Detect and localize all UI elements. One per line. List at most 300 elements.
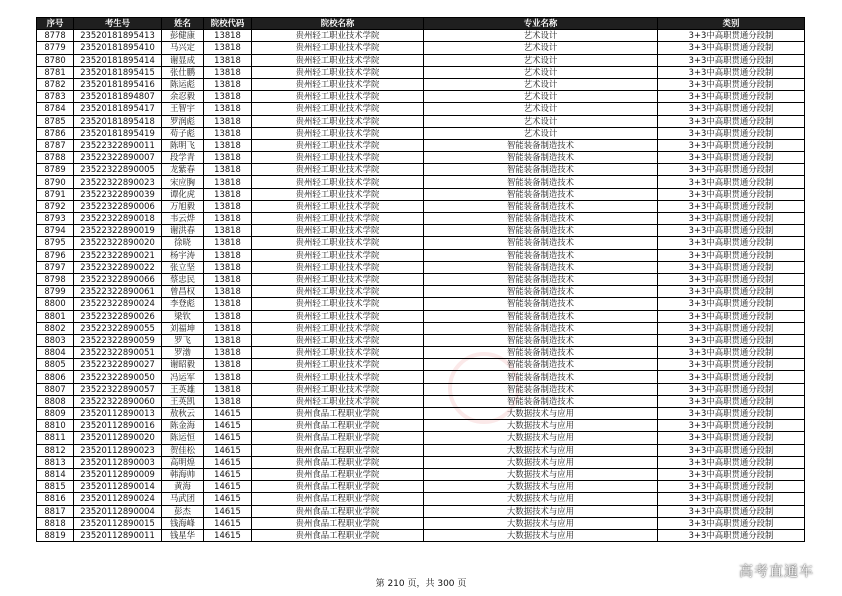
table-row	[37, 444, 805, 456]
cell-exam-id: 23520112890014	[74, 481, 162, 493]
table-row	[37, 322, 805, 334]
cell-category: 3+3中高职贯通分段制	[658, 42, 805, 54]
cell-school-name: 贵州轻工职业技术学院	[252, 188, 424, 200]
table-row	[37, 505, 805, 517]
cell-exam-id: 23520181895415	[74, 66, 162, 78]
cell-index: 8795	[37, 237, 74, 249]
cell-major: 智能装备制造技术	[424, 359, 658, 371]
cell-category: 3+3中高职贯通分段制	[658, 200, 805, 212]
admission-table	[36, 17, 805, 542]
cell-category: 3+3中高职贯通分段制	[658, 273, 805, 285]
cell-exam-id: 23522322890026	[74, 310, 162, 322]
cell-school-name: 贵州食品工程职业学院	[252, 444, 424, 456]
cell-school-name: 贵州轻工职业技术学院	[252, 322, 424, 334]
cell-school-name: 贵州轻工职业技术学院	[252, 127, 424, 139]
cell-major: 大数据技术与应用	[424, 456, 658, 468]
table-row	[37, 115, 805, 127]
cell-student-name: 段学青	[162, 152, 204, 164]
table-row	[37, 359, 805, 371]
col-header-index: 序号	[37, 18, 74, 30]
cell-school-name: 贵州轻工职业技术学院	[252, 298, 424, 310]
cell-exam-id: 23520112890024	[74, 493, 162, 505]
cell-category: 3+3中高职贯通分段制	[658, 493, 805, 505]
cell-index: 8784	[37, 103, 74, 115]
cell-category: 3+3中高职贯通分段制	[658, 78, 805, 90]
cell-category: 3+3中高职贯通分段制	[658, 152, 805, 164]
cell-school-code: 14615	[204, 456, 252, 468]
cell-school-code: 13818	[204, 213, 252, 225]
cell-major: 大数据技术与应用	[424, 481, 658, 493]
table-body	[37, 30, 805, 542]
cell-exam-id: 23520112890004	[74, 505, 162, 517]
cell-school-name: 贵州轻工职业技术学院	[252, 310, 424, 322]
cell-student-name: 韦云烨	[162, 213, 204, 225]
cell-student-name: 曾昌权	[162, 286, 204, 298]
cell-student-name: 韩海帅	[162, 468, 204, 480]
table-row	[37, 468, 805, 480]
cell-exam-id: 23522322890039	[74, 188, 162, 200]
cell-index: 8798	[37, 273, 74, 285]
cell-exam-id: 23522322890027	[74, 359, 162, 371]
table-row	[37, 334, 805, 346]
cell-index: 8805	[37, 359, 74, 371]
cell-school-code: 14615	[204, 481, 252, 493]
cell-student-name: 宋应胸	[162, 176, 204, 188]
cell-index: 8818	[37, 517, 74, 529]
cell-school-code: 13818	[204, 371, 252, 383]
cell-student-name: 余忍毅	[162, 91, 204, 103]
cell-exam-id: 23520112890020	[74, 432, 162, 444]
cell-school-code: 13818	[204, 66, 252, 78]
cell-major: 智能装备制造技术	[424, 176, 658, 188]
table-row	[37, 286, 805, 298]
cell-school-code: 13818	[204, 78, 252, 90]
cell-category: 3+3中高职贯通分段制	[658, 505, 805, 517]
cell-major: 艺术设计	[424, 30, 658, 42]
cell-exam-id: 23522322890066	[74, 273, 162, 285]
table-row	[37, 273, 805, 285]
cell-school-name: 贵州食品工程职业学院	[252, 420, 424, 432]
cell-school-name: 贵州轻工职业技术学院	[252, 103, 424, 115]
cell-major: 智能装备制造技术	[424, 334, 658, 346]
cell-index: 8792	[37, 200, 74, 212]
cell-exam-id: 23522322890021	[74, 249, 162, 261]
cell-major: 智能装备制造技术	[424, 225, 658, 237]
cell-major: 智能装备制造技术	[424, 383, 658, 395]
cell-major: 智能装备制造技术	[424, 164, 658, 176]
cell-exam-id: 23520112890009	[74, 468, 162, 480]
cell-school-name: 贵州轻工职业技术学院	[252, 30, 424, 42]
cell-student-name: 黄海	[162, 481, 204, 493]
cell-school-name: 贵州轻工职业技术学院	[252, 334, 424, 346]
cell-index: 8787	[37, 139, 74, 151]
cell-major: 智能装备制造技术	[424, 310, 658, 322]
cell-exam-id: 23522322890011	[74, 139, 162, 151]
cell-school-name: 贵州轻工职业技术学院	[252, 66, 424, 78]
table-row	[37, 103, 805, 115]
cell-major: 智能装备制造技术	[424, 249, 658, 261]
cell-school-code: 13818	[204, 139, 252, 151]
cell-school-name: 贵州食品工程职业学院	[252, 432, 424, 444]
cell-index: 8806	[37, 371, 74, 383]
cell-exam-id: 23522322890007	[74, 152, 162, 164]
cell-index: 8813	[37, 456, 74, 468]
cell-school-name: 贵州食品工程职业学院	[252, 456, 424, 468]
cell-school-code: 14615	[204, 468, 252, 480]
cell-student-name: 彭杰	[162, 505, 204, 517]
cell-index: 8800	[37, 298, 74, 310]
cell-exam-id: 23522322890019	[74, 225, 162, 237]
table-row	[37, 408, 805, 420]
cell-student-name: 贺佳松	[162, 444, 204, 456]
table-row	[37, 139, 805, 151]
cell-major: 智能装备制造技术	[424, 237, 658, 249]
cell-student-name: 王英凯	[162, 395, 204, 407]
cell-major: 智能装备制造技术	[424, 261, 658, 273]
cell-exam-id: 23520112890011	[74, 529, 162, 541]
cell-school-code: 13818	[204, 334, 252, 346]
cell-index: 8793	[37, 213, 74, 225]
table-row	[37, 310, 805, 322]
cell-student-name: 谢洪春	[162, 225, 204, 237]
brand-logo-text: 高考直通车	[739, 564, 814, 580]
cell-category: 3+3中高职贯通分段制	[658, 237, 805, 249]
cell-major: 艺术设计	[424, 103, 658, 115]
cell-school-code: 13818	[204, 164, 252, 176]
cell-school-code: 13818	[204, 176, 252, 188]
cell-school-name: 贵州食品工程职业学院	[252, 517, 424, 529]
cell-student-name: 罗渤	[162, 347, 204, 359]
cell-exam-id: 23520181895416	[74, 78, 162, 90]
cell-school-name: 贵州轻工职业技术学院	[252, 213, 424, 225]
cell-exam-id: 23520181895418	[74, 115, 162, 127]
cell-major: 智能装备制造技术	[424, 322, 658, 334]
cell-category: 3+3中高职贯通分段制	[658, 408, 805, 420]
cell-major: 大数据技术与应用	[424, 444, 658, 456]
cell-major: 智能装备制造技术	[424, 152, 658, 164]
cell-index: 8815	[37, 481, 74, 493]
cell-school-code: 13818	[204, 298, 252, 310]
cell-school-code: 14615	[204, 420, 252, 432]
table-row	[37, 66, 805, 78]
cell-category: 3+3中高职贯通分段制	[658, 103, 805, 115]
cell-school-name: 贵州轻工职业技术学院	[252, 176, 424, 188]
page-footer: 第 210 页，共 300 页	[375, 579, 467, 589]
cell-exam-id: 23520181895419	[74, 127, 162, 139]
cell-exam-id: 23522322890061	[74, 286, 162, 298]
cell-school-name: 贵州轻工职业技术学院	[252, 347, 424, 359]
table-row	[37, 481, 805, 493]
cell-exam-id: 23520181895413	[74, 30, 162, 42]
cell-exam-id: 23520181895417	[74, 103, 162, 115]
cell-major: 艺术设计	[424, 66, 658, 78]
cell-category: 3+3中高职贯通分段制	[658, 517, 805, 529]
col-header-exam-id: 考生号	[74, 18, 162, 30]
cell-exam-id: 23520112890016	[74, 420, 162, 432]
cell-exam-id: 23520112890023	[74, 444, 162, 456]
cell-major: 大数据技术与应用	[424, 432, 658, 444]
cell-major: 艺术设计	[424, 115, 658, 127]
cell-category: 3+3中高职贯通分段制	[658, 188, 805, 200]
cell-index: 8799	[37, 286, 74, 298]
cell-student-name: 马武团	[162, 493, 204, 505]
cell-school-code: 13818	[204, 188, 252, 200]
table-row	[37, 91, 805, 103]
cell-school-name: 贵州轻工职业技术学院	[252, 225, 424, 237]
table-row	[37, 529, 805, 541]
cell-student-name: 谢昭毅	[162, 359, 204, 371]
table-row	[37, 30, 805, 42]
cell-school-code: 13818	[204, 152, 252, 164]
cell-school-code: 13818	[204, 200, 252, 212]
cell-student-name: 徐晓	[162, 237, 204, 249]
cell-category: 3+3中高职贯通分段制	[658, 127, 805, 139]
cell-school-name: 贵州轻工职业技术学院	[252, 139, 424, 151]
cell-index: 8814	[37, 468, 74, 480]
cell-school-name: 贵州轻工职业技术学院	[252, 91, 424, 103]
cell-category: 3+3中高职贯通分段制	[658, 322, 805, 334]
cell-category: 3+3中高职贯通分段制	[658, 115, 805, 127]
cell-student-name: 陈运恒	[162, 432, 204, 444]
cell-index: 8781	[37, 66, 74, 78]
cell-category: 3+3中高职贯通分段制	[658, 481, 805, 493]
cell-school-name: 贵州食品工程职业学院	[252, 468, 424, 480]
cell-student-name: 彭健康	[162, 30, 204, 42]
table-row	[37, 78, 805, 90]
cell-category: 3+3中高职贯通分段制	[658, 213, 805, 225]
cell-student-name: 陈运彪	[162, 78, 204, 90]
cell-major: 智能装备制造技术	[424, 139, 658, 151]
cell-student-name: 王智宇	[162, 103, 204, 115]
cell-exam-id: 23520112890003	[74, 456, 162, 468]
cell-exam-id: 23522322890022	[74, 261, 162, 273]
cell-student-name: 谢显成	[162, 54, 204, 66]
table-row	[37, 249, 805, 261]
cell-school-name: 贵州轻工职业技术学院	[252, 383, 424, 395]
cell-exam-id: 23522322890057	[74, 383, 162, 395]
cell-exam-id: 23522322890005	[74, 164, 162, 176]
table-row	[37, 420, 805, 432]
cell-category: 3+3中高职贯通分段制	[658, 176, 805, 188]
cell-category: 3+3中高职贯通分段制	[658, 359, 805, 371]
cell-index: 8794	[37, 225, 74, 237]
cell-category: 3+3中高职贯通分段制	[658, 66, 805, 78]
cell-school-name: 贵州轻工职业技术学院	[252, 200, 424, 212]
cell-index: 8786	[37, 127, 74, 139]
cell-category: 3+3中高职贯通分段制	[658, 371, 805, 383]
cell-exam-id: 23520112890015	[74, 517, 162, 529]
table-row	[37, 456, 805, 468]
table-row	[37, 261, 805, 273]
table-row	[37, 371, 805, 383]
cell-index: 8819	[37, 529, 74, 541]
cell-major: 智能装备制造技术	[424, 395, 658, 407]
cell-exam-id: 23522322890020	[74, 237, 162, 249]
table-row	[37, 225, 805, 237]
cell-school-code: 14615	[204, 408, 252, 420]
cell-school-name: 贵州轻工职业技术学院	[252, 54, 424, 66]
cell-exam-id: 23520181895414	[74, 54, 162, 66]
table-row	[37, 188, 805, 200]
table-row	[37, 493, 805, 505]
cell-school-code: 13818	[204, 127, 252, 139]
cell-category: 3+3中高职贯通分段制	[658, 420, 805, 432]
cell-index: 8779	[37, 42, 74, 54]
cell-school-code: 13818	[204, 42, 252, 54]
cell-school-code: 14615	[204, 517, 252, 529]
cell-school-name: 贵州轻工职业技术学院	[252, 237, 424, 249]
cell-index: 8804	[37, 347, 74, 359]
cell-major: 大数据技术与应用	[424, 493, 658, 505]
cell-index: 8783	[37, 91, 74, 103]
cell-school-name: 贵州食品工程职业学院	[252, 493, 424, 505]
cell-major: 智能装备制造技术	[424, 188, 658, 200]
cell-student-name: 张立坚	[162, 261, 204, 273]
cell-major: 智能装备制造技术	[424, 213, 658, 225]
cell-student-name: 陈金海	[162, 420, 204, 432]
table-row	[37, 298, 805, 310]
cell-index: 8810	[37, 420, 74, 432]
cell-school-code: 14615	[204, 493, 252, 505]
table-row	[37, 164, 805, 176]
cell-index: 8791	[37, 188, 74, 200]
cell-exam-id: 23522322890055	[74, 322, 162, 334]
cell-school-name: 贵州轻工职业技术学院	[252, 115, 424, 127]
cell-school-name: 贵州食品工程职业学院	[252, 481, 424, 493]
cell-major: 大数据技术与应用	[424, 468, 658, 480]
cell-student-name: 蔡忠民	[162, 273, 204, 285]
cell-student-name: 马兴定	[162, 42, 204, 54]
cell-school-code: 13818	[204, 249, 252, 261]
cell-major: 智能装备制造技术	[424, 298, 658, 310]
cell-school-name: 贵州轻工职业技术学院	[252, 261, 424, 273]
cell-school-code: 13818	[204, 359, 252, 371]
cell-student-name: 敖秋云	[162, 408, 204, 420]
cell-index: 8807	[37, 383, 74, 395]
cell-school-name: 贵州食品工程职业学院	[252, 408, 424, 420]
cell-school-name: 贵州轻工职业技术学院	[252, 286, 424, 298]
cell-index: 8796	[37, 249, 74, 261]
cell-index: 8789	[37, 164, 74, 176]
cell-index: 8803	[37, 334, 74, 346]
cell-school-code: 14615	[204, 444, 252, 456]
cell-category: 3+3中高职贯通分段制	[658, 164, 805, 176]
cell-school-name: 贵州轻工职业技术学院	[252, 371, 424, 383]
table-row	[37, 200, 805, 212]
cell-school-code: 13818	[204, 225, 252, 237]
table-row	[37, 42, 805, 54]
col-header-name: 姓名	[162, 18, 204, 30]
table-row	[37, 395, 805, 407]
cell-category: 3+3中高职贯通分段制	[658, 444, 805, 456]
cell-student-name: 高明煌	[162, 456, 204, 468]
cell-major: 智能装备制造技术	[424, 273, 658, 285]
cell-major: 大数据技术与应用	[424, 420, 658, 432]
cell-index: 8788	[37, 152, 74, 164]
cell-major: 智能装备制造技术	[424, 347, 658, 359]
cell-category: 3+3中高职贯通分段制	[658, 286, 805, 298]
cell-exam-id: 23522322890018	[74, 213, 162, 225]
cell-category: 3+3中高职贯通分段制	[658, 225, 805, 237]
cell-school-code: 13818	[204, 54, 252, 66]
cell-category: 3+3中高职贯通分段制	[658, 91, 805, 103]
cell-category: 3+3中高职贯通分段制	[658, 529, 805, 541]
cell-category: 3+3中高职贯通分段制	[658, 347, 805, 359]
cell-exam-id: 23520112890013	[74, 408, 162, 420]
cell-school-code: 14615	[204, 505, 252, 517]
cell-student-name: 梁钦	[162, 310, 204, 322]
cell-category: 3+3中高职贯通分段制	[658, 139, 805, 151]
cell-category: 3+3中高职贯通分段制	[658, 298, 805, 310]
cell-category: 3+3中高职贯通分段制	[658, 310, 805, 322]
cell-index: 8802	[37, 322, 74, 334]
cell-school-name: 贵州轻工职业技术学院	[252, 42, 424, 54]
col-header-category: 类别	[658, 18, 805, 30]
cell-index: 8797	[37, 261, 74, 273]
table-row	[37, 432, 805, 444]
table-row	[37, 517, 805, 529]
cell-school-name: 贵州轻工职业技术学院	[252, 273, 424, 285]
cell-school-code: 13818	[204, 395, 252, 407]
table-row	[37, 213, 805, 225]
cell-exam-id: 23520181895410	[74, 42, 162, 54]
cell-exam-id: 23520181894807	[74, 91, 162, 103]
cell-school-code: 13818	[204, 103, 252, 115]
cell-index: 8780	[37, 54, 74, 66]
cell-index: 8785	[37, 115, 74, 127]
cell-index: 8778	[37, 30, 74, 42]
cell-school-code: 13818	[204, 30, 252, 42]
cell-category: 3+3中高职贯通分段制	[658, 30, 805, 42]
cell-major: 艺术设计	[424, 54, 658, 66]
cell-category: 3+3中高职贯通分段制	[658, 249, 805, 261]
cell-index: 8817	[37, 505, 74, 517]
cell-category: 3+3中高职贯通分段制	[658, 54, 805, 66]
cell-index: 8812	[37, 444, 74, 456]
cell-exam-id: 23522322890006	[74, 200, 162, 212]
cell-school-code: 14615	[204, 432, 252, 444]
cell-student-name: 苟子彪	[162, 127, 204, 139]
cell-category: 3+3中高职贯通分段制	[658, 383, 805, 395]
table-row	[37, 152, 805, 164]
cell-category: 3+3中高职贯通分段制	[658, 261, 805, 273]
cell-major: 大数据技术与应用	[424, 408, 658, 420]
cell-exam-id: 23522322890060	[74, 395, 162, 407]
cell-school-code: 13818	[204, 322, 252, 334]
table-row	[37, 347, 805, 359]
col-header-school-name: 院校名称	[252, 18, 424, 30]
cell-student-name: 钱星华	[162, 529, 204, 541]
cell-student-name: 罗润彪	[162, 115, 204, 127]
cell-student-name: 刘福坤	[162, 322, 204, 334]
col-header-school-code: 院校代码	[204, 18, 252, 30]
cell-school-name: 贵州轻工职业技术学院	[252, 395, 424, 407]
cell-category: 3+3中高职贯通分段制	[658, 334, 805, 346]
cell-category: 3+3中高职贯通分段制	[658, 468, 805, 480]
cell-major: 智能装备制造技术	[424, 200, 658, 212]
cell-school-name: 贵州轻工职业技术学院	[252, 249, 424, 261]
cell-exam-id: 23522322890023	[74, 176, 162, 188]
cell-school-code: 13818	[204, 383, 252, 395]
cell-school-name: 贵州食品工程职业学院	[252, 505, 424, 517]
cell-school-name: 贵州轻工职业技术学院	[252, 78, 424, 90]
cell-school-code: 13818	[204, 310, 252, 322]
table-row	[37, 237, 805, 249]
cell-school-code: 13818	[204, 237, 252, 249]
cell-school-code: 13818	[204, 91, 252, 103]
cell-student-name: 张仕鹏	[162, 66, 204, 78]
cell-school-name: 贵州食品工程职业学院	[252, 529, 424, 541]
